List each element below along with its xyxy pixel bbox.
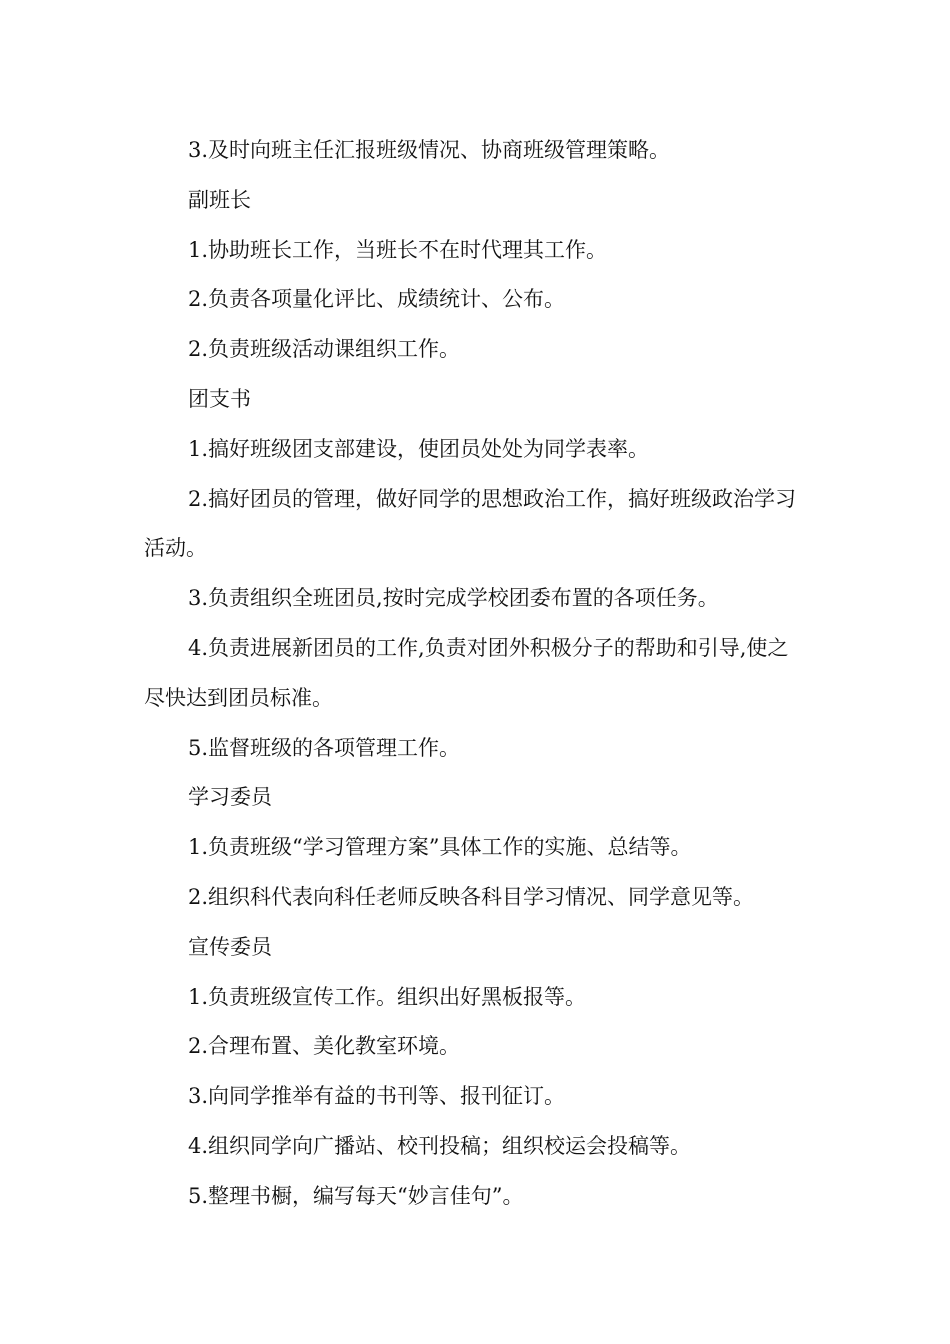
heading-study-commissioner: 学习委员 — [188, 785, 272, 810]
league-secretary-item-4: 4.负责进展新团员的工作,负责对团外积极分子的帮助和引导,使之尽快达到团员标准。 — [144, 635, 789, 710]
vice-monitor-item-2: 2.负责各项量化评比、成绩统计、公布。 — [188, 287, 566, 312]
publicity-commissioner-item-3: 3.向同学推举有益的书刊等、报刊征订。 — [188, 1084, 566, 1109]
heading-publicity-commissioner: 宣传委员 — [188, 934, 272, 959]
item-monitor-report: 3.及时向班主任汇报班级情况、协商班级管理策略。 — [188, 138, 671, 162]
vice-monitor-item-1: 1.协助班长工作，当班长不在时代理其工作。 — [188, 237, 608, 262]
league-secretary-item-5: 5.监督班级的各项管理工作。 — [188, 735, 461, 760]
publicity-commissioner-item-5: 5.整理书橱，编写每天“妙言佳句”。 — [188, 1183, 524, 1208]
heading-vice-monitor: 副班长 — [188, 187, 251, 212]
publicity-commissioner-item-4: 4.组织同学向广播站、校刊投稿；组织校运会投稿等。 — [188, 1133, 692, 1158]
study-commissioner-item-2: 2.组织科代表向科任老师反映各科目学习情况、同学意见等。 — [188, 884, 755, 909]
vice-monitor-item-3: 2.负责班级活动课组织工作。 — [188, 337, 461, 362]
league-secretary-item-2: 2.搞好团员的管理，做好同学的思想政治工作，搞好班级政治学习活动。 — [144, 486, 797, 561]
heading-league-secretary: 团支书 — [188, 386, 251, 411]
publicity-commissioner-item-2: 2.合理布置、美化教室环境。 — [188, 1034, 461, 1059]
study-commissioner-item-1: 1.负责班级“学习管理方案”具体工作的实施、总结等。 — [188, 835, 692, 860]
league-secretary-item-1: 1.搞好班级团支部建设，使团员处处为同学表率。 — [188, 436, 650, 461]
league-secretary-item-3: 3.负责组织全班团员,按时完成学校团委布置的各项任务。 — [188, 586, 719, 611]
publicity-commissioner-item-1: 1.负责班级宣传工作。组织出好黑板报等。 — [188, 984, 587, 1009]
document-body — [144, 126, 808, 1222]
